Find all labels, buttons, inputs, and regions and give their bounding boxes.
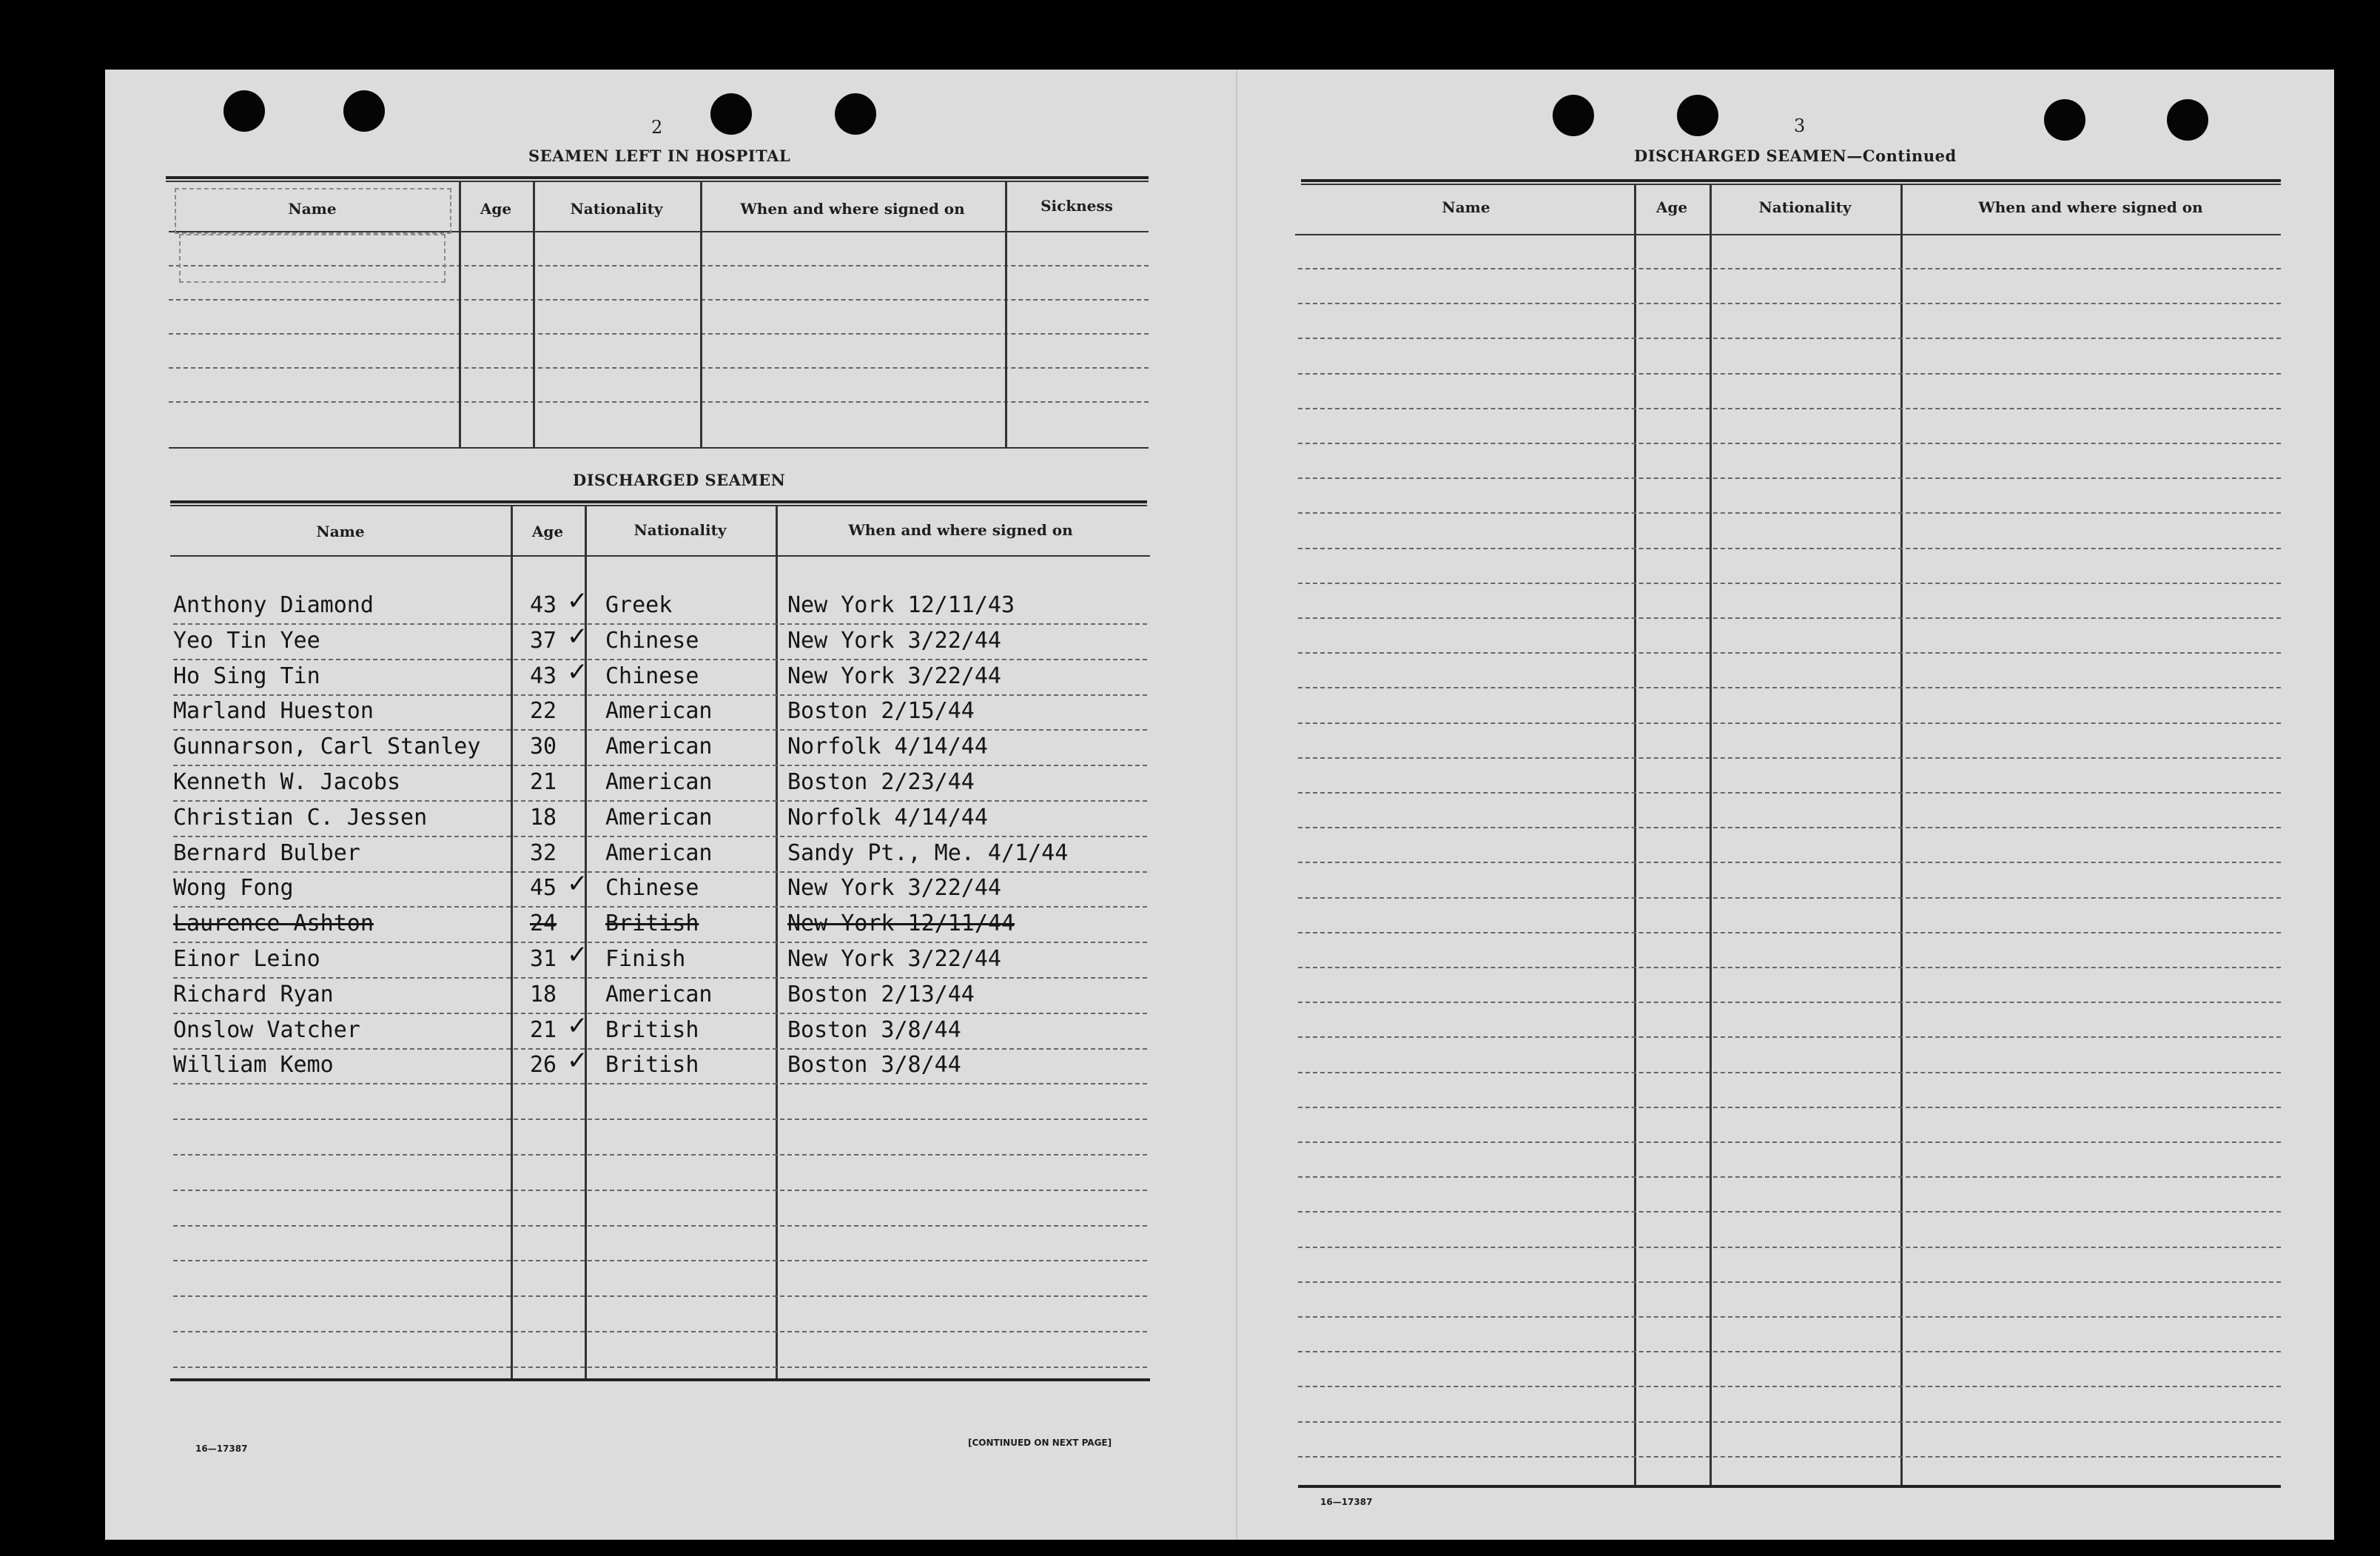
seaman-age: 18 — [530, 981, 557, 1007]
seaman-name: Richard Ryan — [173, 981, 334, 1007]
continued-note: [CONTINUED ON NEXT PAGE] — [968, 1438, 1112, 1448]
punch-hole-icon — [343, 90, 385, 132]
page-number: 3 — [1794, 115, 1806, 136]
seaman-signed-on: New York 3/22/44 — [787, 663, 1001, 689]
seaman-nationality: American — [605, 839, 713, 866]
seaman-signed-on: Boston 2/23/44 — [787, 769, 975, 795]
seaman-age: 37 — [530, 627, 557, 654]
seaman-name: Gunnarson, Carl Stanley — [173, 734, 481, 760]
seaman-age: 31 — [530, 946, 557, 972]
seaman-age: 45 — [530, 875, 557, 902]
hospital-header-age: Age — [480, 200, 512, 218]
right-header-name: Name — [1442, 198, 1490, 216]
seaman-name: Anthony Diamond — [173, 592, 374, 618]
checkmark-icon: ✓ — [567, 940, 588, 970]
punch-hole-icon — [1677, 95, 1718, 136]
seaman-signed-on: Sandy Pt., Me. 4/1/44 — [787, 839, 1069, 866]
form-number: 16—17387 — [195, 1443, 248, 1454]
rubber-stamp-mark — [179, 234, 446, 283]
seaman-signed-on: Boston 2/15/44 — [787, 698, 975, 725]
seaman-age: 22 — [530, 698, 557, 725]
right-header-nationality: Nationality — [1758, 198, 1852, 216]
hospital-header-name: Name — [288, 200, 337, 218]
seaman-name: Laurence Ashton — [173, 911, 374, 937]
seaman-nationality: American — [605, 769, 713, 795]
discharged-header-age: Age — [531, 523, 564, 540]
seaman-nationality: American — [605, 734, 713, 760]
rubber-stamp-mark — [175, 188, 451, 234]
right-header-signed-on: When and where signed on — [1978, 198, 2203, 216]
discharged-continued-title: DISCHARGED SEAMEN—Continued — [1634, 147, 1957, 165]
seaman-signed-on: Boston 3/8/44 — [787, 1052, 961, 1079]
hospital-header-signed-on: When and where signed on — [740, 200, 965, 218]
seaman-nationality: British — [605, 1052, 699, 1079]
seaman-name: Wong Fong — [173, 875, 294, 902]
seaman-signed-on: Norfolk 4/14/44 — [787, 734, 988, 760]
seaman-age: 26 — [530, 1052, 557, 1079]
form-number: 16—17387 — [1320, 1497, 1373, 1507]
checkmark-icon: ✓ — [567, 1010, 588, 1041]
seaman-name: Einor Leino — [173, 946, 320, 972]
punch-hole-icon — [2044, 99, 2085, 141]
seaman-nationality: British — [605, 1016, 699, 1043]
seaman-name: Yeo Tin Yee — [173, 627, 320, 654]
punch-hole-icon — [710, 93, 752, 135]
seaman-name: Bernard Bulber — [173, 839, 360, 866]
seaman-age: 18 — [530, 804, 557, 831]
seaman-age: 43 — [530, 663, 557, 689]
seaman-name: Christian C. Jessen — [173, 804, 428, 831]
seaman-name: William Kemo — [173, 1052, 334, 1079]
discharged-section-title: DISCHARGED SEAMEN — [573, 471, 786, 489]
checkmark-icon: ✓ — [567, 1046, 588, 1076]
right-header-age: Age — [1655, 198, 1688, 216]
seaman-nationality: American — [605, 804, 713, 831]
page-number: 2 — [651, 117, 663, 138]
seaman-nationality: American — [605, 698, 713, 725]
seaman-nationality: Greek — [605, 592, 673, 618]
seaman-signed-on: Boston 3/8/44 — [787, 1016, 961, 1043]
seaman-name: Kenneth W. Jacobs — [173, 769, 401, 795]
seaman-nationality: Chinese — [605, 627, 699, 654]
seaman-age: 43 — [530, 592, 557, 618]
discharged-header-nationality: Nationality — [633, 521, 727, 539]
punch-hole-icon — [2167, 99, 2208, 141]
seaman-name: Marland Hueston — [173, 698, 374, 725]
hospital-header-nationality: Nationality — [570, 200, 663, 218]
discharged-header-name: Name — [316, 523, 365, 540]
seaman-signed-on: New York 12/11/44 — [787, 911, 1015, 937]
hospital-header-sickness: Sickness — [1041, 197, 1113, 215]
seaman-age: 21 — [530, 769, 557, 795]
right-page — [1236, 70, 2334, 1540]
seaman-nationality: Chinese — [605, 875, 699, 902]
punch-hole-icon — [835, 93, 876, 135]
checkmark-icon: ✓ — [567, 621, 588, 651]
seaman-signed-on: Norfolk 4/14/44 — [787, 804, 988, 831]
seaman-name: Ho Sing Tin — [173, 663, 320, 689]
seaman-nationality: British — [605, 911, 699, 937]
seaman-signed-on: Boston 2/13/44 — [787, 981, 975, 1007]
seaman-age: 21 — [530, 1016, 557, 1043]
seaman-signed-on: New York 12/11/43 — [787, 592, 1015, 618]
checkmark-icon: ✓ — [567, 869, 588, 899]
seaman-signed-on: New York 3/22/44 — [787, 627, 1001, 654]
punch-hole-icon — [1553, 95, 1594, 136]
seaman-age: 32 — [530, 839, 557, 866]
left-page — [105, 70, 1236, 1540]
hospital-section-title: SEAMEN LEFT IN HOSPITAL — [528, 147, 791, 165]
seaman-age: 24 — [530, 911, 557, 937]
seaman-name: Onslow Vatcher — [173, 1016, 360, 1043]
checkmark-icon: ✓ — [567, 657, 588, 687]
punch-hole-icon — [223, 90, 265, 132]
seaman-signed-on: New York 3/22/44 — [787, 875, 1001, 902]
seaman-nationality: Finish — [605, 946, 686, 972]
seaman-nationality: American — [605, 981, 713, 1007]
discharged-header-signed-on: When and where signed on — [848, 521, 1073, 539]
seaman-signed-on: New York 3/22/44 — [787, 946, 1001, 972]
seaman-nationality: Chinese — [605, 663, 699, 689]
seaman-age: 30 — [530, 734, 557, 760]
checkmark-icon: ✓ — [567, 586, 588, 616]
